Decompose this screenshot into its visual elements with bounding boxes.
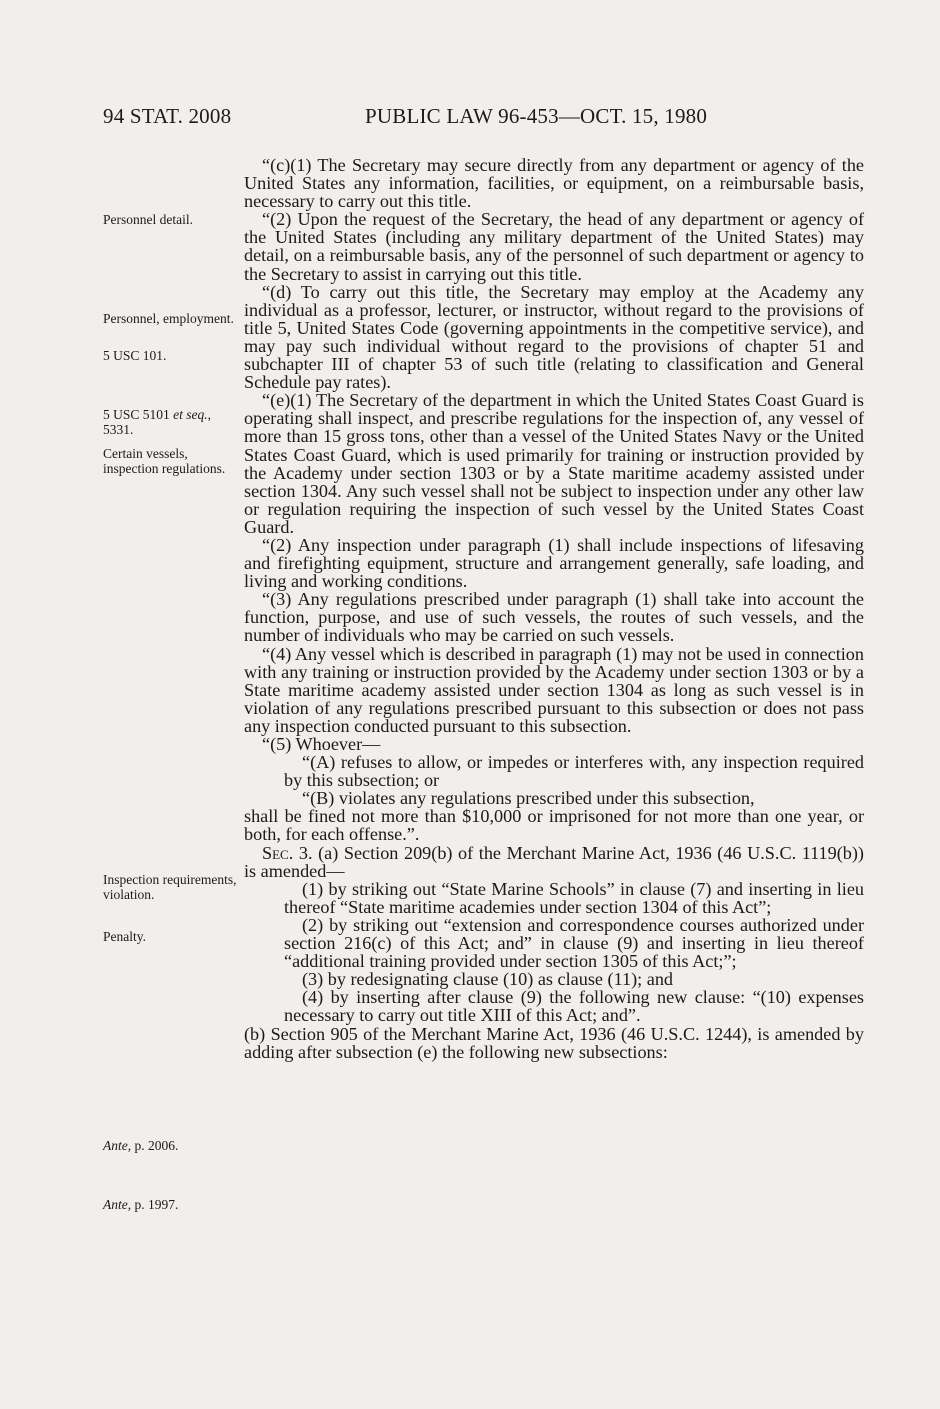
page-header [103, 104, 863, 134]
statute-page-number: 94 STAT. 2008 [103, 104, 232, 128]
margin-note-ante-2006: Ante, p. 2006. [103, 1138, 179, 1153]
paragraph-e4: “(4) Any vessel which is described in paragraph (1) may not be used in connection with any training or instruction provided by the Academy under section 1303 or by a State maritime academy assisted under section 1304 as long as such vessel is in violation of any regulations prescribed pursuant to this subsection or does not pass any inspection conducted pursuant to this subsection. [244, 643, 864, 736]
margin-note-5-usc-5101: 5 USC 5101 et seq., 5331. [103, 407, 212, 437]
margin-note-certain-vessels: Certain vessels, inspection regulations. [103, 446, 226, 476]
paragraph-e2: “(2) Any inspection under paragraph (1) shall include inspections of lifesaving and firefighting equipment, structure and arrangement generally, safe loading, and living and working conditions. [244, 534, 864, 592]
paragraph-e5-b: “(B) violates any regulations prescribed under this subsection, [302, 788, 755, 809]
margin-note-personnel-employment: Personnel, employment. [103, 311, 234, 326]
section-3b: (b) Section 905 of the Merchant Marine Act, 1936 (46 U.S.C. 1244), is amended by adding after subsection (e) the following new subsections: [244, 1023, 864, 1062]
paragraph-e3: “(3) Any regulations prescribed under paragraph (1) shall take into account the function, purpose, and use of such vessels, the routes of such vessels, and the number of individuals who may be carried on such vessels. [244, 589, 864, 646]
paragraph-e1: “(e)(1) The Secretary of the department in which the United States Coast Guard is operating shall inspect, and prescribe regulations for the inspection of, any vessel of more than 15 gross tons, other than a vessel of the United States Navy or the United States Coast Guard, which is used primarily for training or instruction provided by the Academy under section 1303 or by a State maritime academy assisted under section 1304. Any such vessel shall not be subject to inspection under any other law or regulation requiring the inspection of such vessel by the United States Coast Guard. [244, 390, 864, 537]
paragraph-c2: “(2) Upon the request of the Secretary, the head of any department or agency of the United States (including any military department of the United States) may detail, on a reimbursable basis, any of the personnel of such department or agency to the Secretary to assist in carrying out this title. [244, 209, 864, 284]
clause-2: (2) by striking out “extension and correspondence courses authorized under section 216(c) of this Act; and” in clause (9) and inserting in lieu thereof “additional training provided under section 1305 of this Act;”; [284, 914, 864, 972]
clause-4: (4) by inserting after clause (9) the following new clause: “(10) expenses necessary to carry out title XIII of this Act; and”. [284, 987, 864, 1026]
paragraph-e5: “(5) Whoever— [262, 734, 381, 754]
statute-body [244, 156, 864, 1061]
margin-note-5-usc-101: 5 USC 101. [103, 348, 167, 363]
section-3a: Sec. 3. (a) Section 209(b) of the Merchant Marine Act, 1936 (46 U.S.C. 1119(b)) is amended— [244, 842, 864, 881]
paragraph-d: “(d) To carry out this title, the Secretary may employ at the Academy any individual as a professor, lecturer, or instructor, without regard to the provisions of title 5, United States Code (governing appointments in the competitive service), and may pay such individual without regard to the provisions of chapter 51 and subchapter III of chapter 53 of such title (relating to classification and General Schedule pay rates). [244, 281, 864, 393]
public-law-heading: PUBLIC LAW 96-453—OCT. 15, 1980 [365, 104, 708, 128]
margin-note-personnel-detail: Personnel detail. [103, 212, 193, 227]
margin-note-penalty: Penalty. [103, 929, 146, 944]
paragraph-e5-penalty: shall be fined not more than $10,000 or imprisoned for not more than one year, or both, for each offense.”. [244, 806, 864, 845]
margin-note-inspection-violation: Inspection requirements, violation. [103, 872, 237, 902]
margin-note-ante-1997: Ante, p. 1997. [103, 1197, 179, 1212]
clause-1: (1) by striking out “State Marine Schools” in clause (7) and inserting in lieu thereof “State maritime academies under section 1304 of this Act”; [284, 878, 864, 917]
paragraph-c1: “(c)(1) The Secretary may secure directly from any department or agency of the United States any information, facilities, or equipment, on a reimbursable basis, necessary to carry out this title. [244, 155, 864, 212]
clause-3: (3) by redesignating clause (10) as clause (11); and [302, 969, 674, 990]
paragraph-e5-a: “(A) refuses to allow, or impedes or interferes with, any inspection required by this subsection; or [284, 752, 864, 791]
